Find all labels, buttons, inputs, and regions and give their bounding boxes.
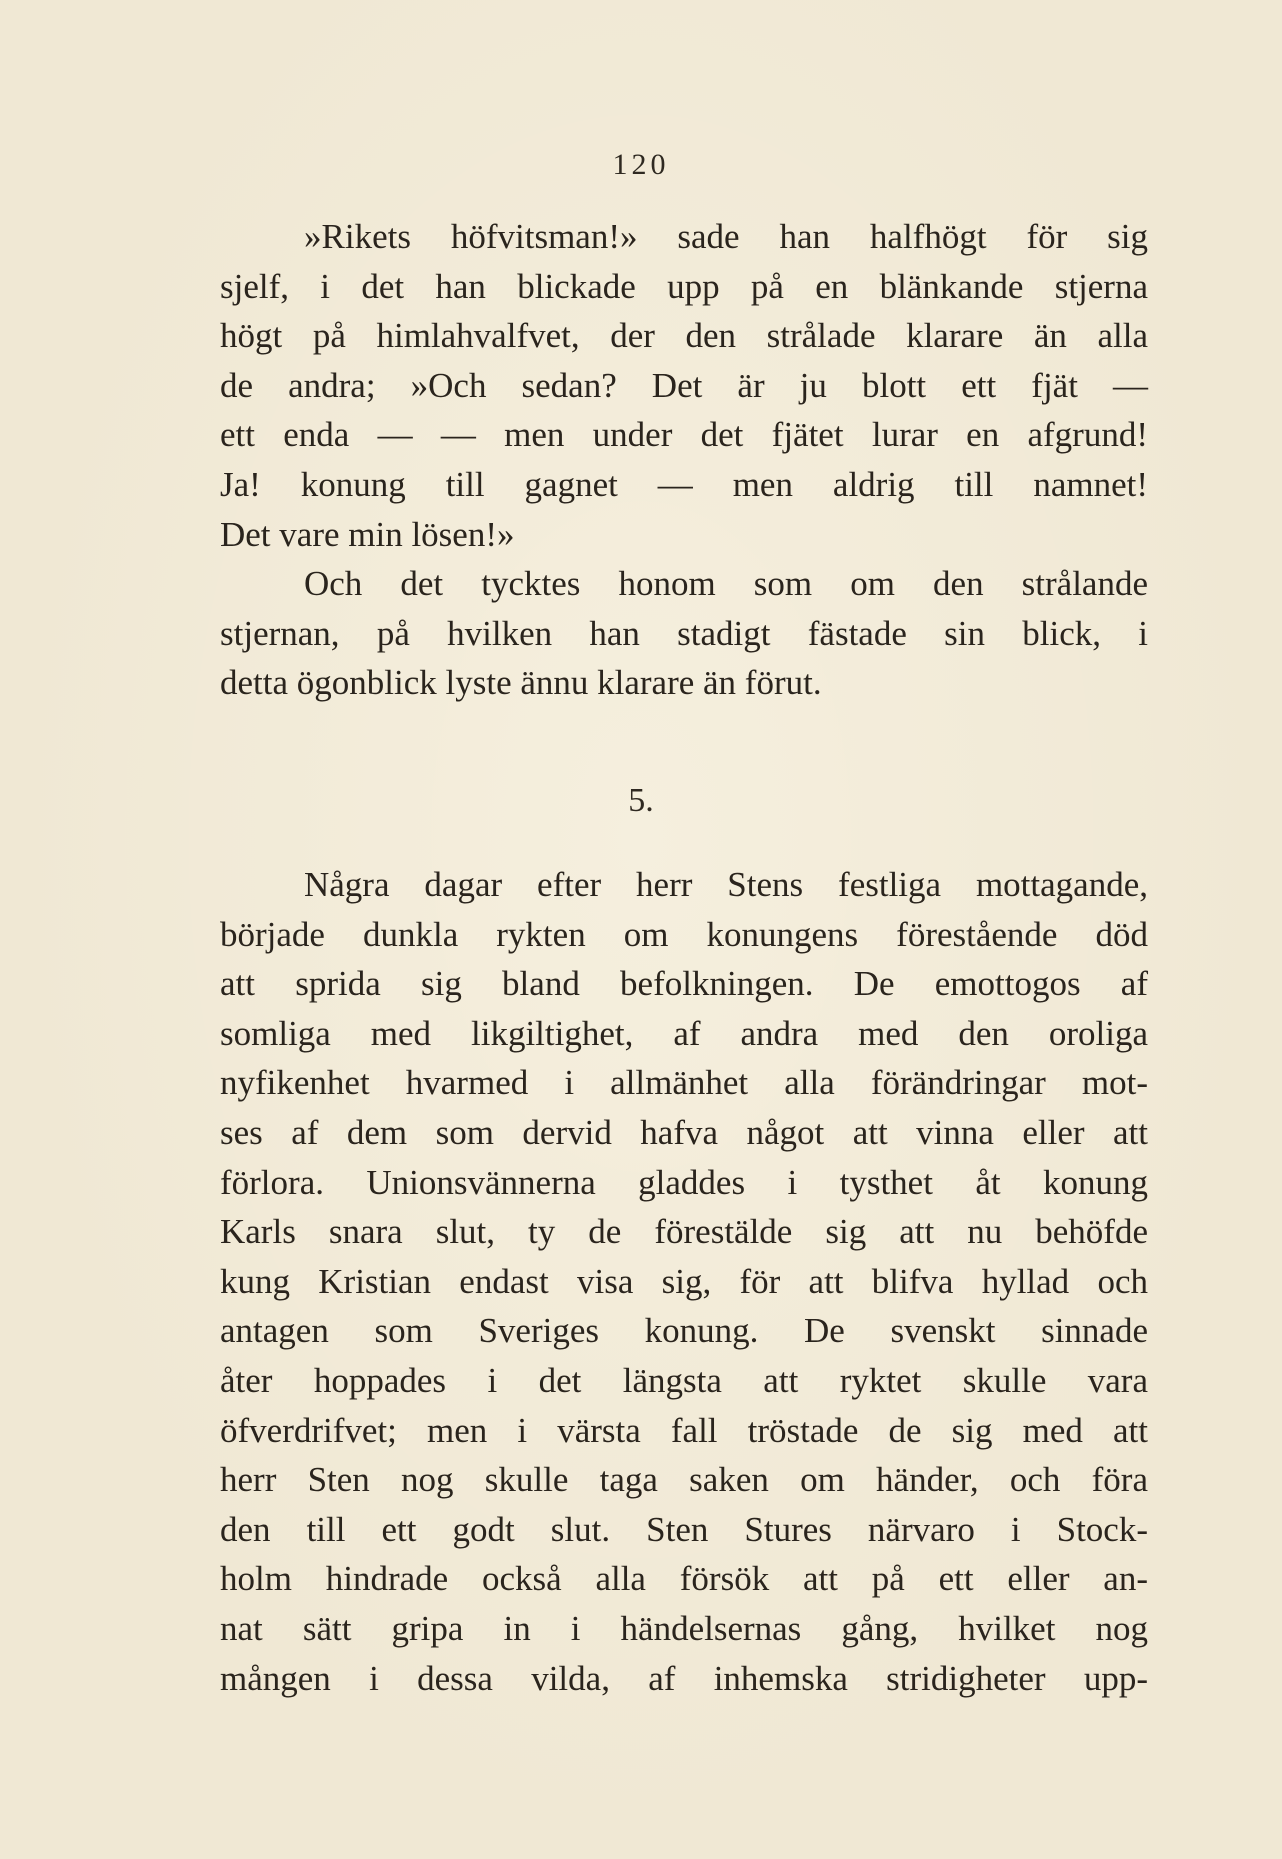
text-line: sjelf, i det han blickade upp på en blänkande stjerna [220,266,1148,306]
text-line: de andra; »Och sedan? Det är ju blott ett fjät — [220,365,1148,405]
text-line: högt på himlahvalfvet, der den strålade klarare än alla [220,316,1148,356]
text-line: nyfikenhet hvarmed i allmänhet alla förändringar mot- [220,1063,1148,1103]
text-line: holm hindrade också alla försök att på ett eller an- [220,1559,1148,1599]
text-line: Ja! konung till gagnet — men aldrig till namnet! [220,464,1148,504]
text-line: förlora. Unionsvännerna gladdes i tysthet åt konung [220,1162,1148,1202]
section-heading: 5. [628,782,654,819]
text-line: nat sätt gripa in i händelsernas gång, hvilket nog [220,1608,1148,1648]
text-line: stjernan, på hvilken han stadigt fästade sin blick, i [220,613,1148,653]
text-line: ett enda — — men under det fjätet lurar en afgrund! [220,415,1148,455]
text-line: öfverdrifvet; men i värsta fall tröstade de sig med att [220,1410,1148,1450]
text-line: ses af dem som dervid hafva något att vinna eller att [220,1112,1148,1152]
paragraph-3 [220,860,1148,1703]
text-line: att sprida sig bland befolkningen. De emottogos af [220,964,1148,1004]
text-line: Och det tycktes honom som om den strålande [304,564,1148,603]
page-number: 120 [612,148,670,181]
text-line: kung Kristian endast visa sig, för att blifva hyllad och [220,1261,1148,1301]
text-line: mången i dessa vilda, af inhemska stridigheter upp- [220,1658,1148,1698]
text-line: Några dagar efter herr Stens festliga mottagande, [304,865,1148,904]
text-line: antagen som Sveriges konung. De svenskt sinnade [220,1311,1148,1351]
text-line: herr Sten nog skulle taga saken om händer, och föra [220,1460,1148,1500]
text-line: Karls snara slut, ty de förestälde sig att nu behöfde [220,1212,1148,1252]
text-line: »Rikets höfvitsman!» sade han halfhögt för sig [304,217,1148,256]
paragraph-1 [220,212,1148,559]
text-line: började dunkla rykten om konungens förestående död [220,914,1148,954]
text-line: den till ett godt slut. Sten Stures närvaro i Stock- [220,1509,1148,1549]
text-line: Det vare min lösen!» [220,514,515,554]
paragraph-2 [220,559,1148,708]
text-line: detta ögonblick lyste ännu klarare än förut. [220,663,822,703]
text-line: somliga med likgiltighet, af andra med den oroliga [220,1013,1148,1053]
text-line: åter hoppades i det längsta att ryktet skulle vara [220,1360,1148,1400]
